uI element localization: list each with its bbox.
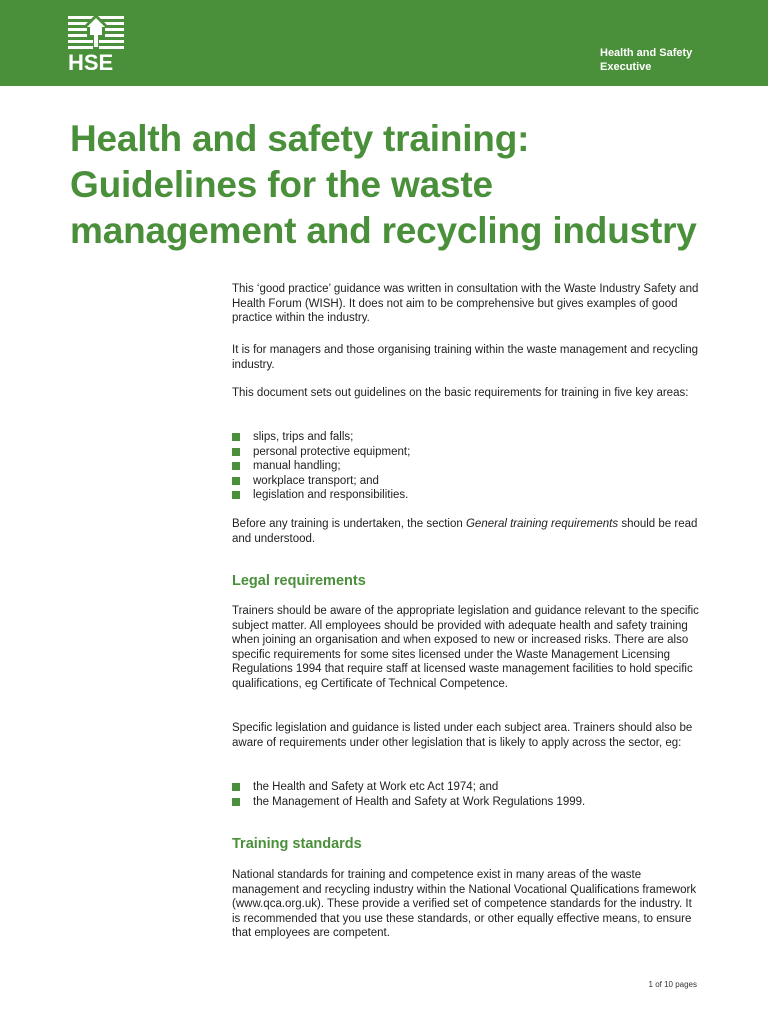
legislation-list xyxy=(232,780,702,809)
legal-paragraph-1: Trainers should be aware of the appropriate legislation and guidance relevant to the specific subject matter. All employees should be provided with adequate health and safety training when joining an organisation and when exposed to new or increased risks. There are also specific requirements for some sites licensed under the Waste Management Licensing Regulations 1994 that require staff at licensed waste management facilities to hold specific qualifications, eg Certificate of Technical Competence. xyxy=(232,605,699,690)
bullet-square-icon xyxy=(232,783,240,791)
intro-paragraph-1: This ‘good practice’ guidance was written in consultation with the Waste Industry Safety and Health Forum (WISH). It does not aim to be comprehensive but gives examples of good practice within the industry. xyxy=(232,283,699,325)
list-item: slips, trips and falls; xyxy=(232,430,702,445)
document-title xyxy=(70,116,750,254)
bullet-square-icon xyxy=(232,462,240,470)
page-number: 1 of 10 pages xyxy=(648,980,697,989)
list-item: personal protective equipment; xyxy=(232,445,702,460)
title-line-1: Health and safety training: xyxy=(70,118,530,159)
title-line-2: Guidelines for the waste xyxy=(70,164,493,205)
standards-paragraph-1: National standards for training and competence exist in many areas of the waste management and recycling industry within the National Vocational Qualifications framework (www.qca.org.uk). These provide a verified set of competence standards for the industry. It is recommended that you use these standards, or other equally effective means, to ensure that employees are competent. xyxy=(232,869,697,940)
training-standards-heading: Training standards xyxy=(232,836,362,852)
title-line-3: management and recycling industry xyxy=(70,210,697,251)
list-item: manual handling; xyxy=(232,459,702,474)
hse-logo-text: HSE xyxy=(68,50,114,72)
intro-paragraph-4: Before any training is undertaken, the section General training requirements should be read and understood. xyxy=(232,518,698,545)
bullet-square-icon xyxy=(232,491,240,499)
organisation-name xyxy=(600,46,750,74)
list-item: legislation and responsibilities. xyxy=(232,488,702,503)
org-name-line-2: Executive xyxy=(600,61,652,73)
bullet-square-icon xyxy=(232,477,240,485)
list-item: workplace transport; and xyxy=(232,474,702,489)
intro-paragraph-3: This document sets out guidelines on the basic requirements for training in five key areas: xyxy=(232,387,689,399)
list-item: the Health and Safety at Work etc Act 1974; and xyxy=(232,780,702,795)
bullet-square-icon xyxy=(232,433,240,441)
bullet-square-icon xyxy=(232,798,240,806)
legal-paragraph-2: Specific legislation and guidance is listed under each subject area. Trainers should also be aware of requirements under other legislation that is likely to apply across the sector, eg: xyxy=(232,722,693,749)
bullet-square-icon xyxy=(232,448,240,456)
intro-paragraph-2: It is for managers and those organising training within the waste management and recycling industry. xyxy=(232,344,699,371)
section-reference: General training requirements xyxy=(465,518,619,530)
hse-logo xyxy=(68,14,128,74)
org-name-line-1: Health and Safety xyxy=(600,47,693,59)
legal-requirements-heading: Legal requirements xyxy=(232,573,366,589)
header-band xyxy=(0,0,768,86)
key-areas-list xyxy=(232,430,702,503)
hse-logo-icon xyxy=(68,14,128,72)
list-item: the Management of Health and Safety at Work Regulations 1999. xyxy=(232,795,702,810)
